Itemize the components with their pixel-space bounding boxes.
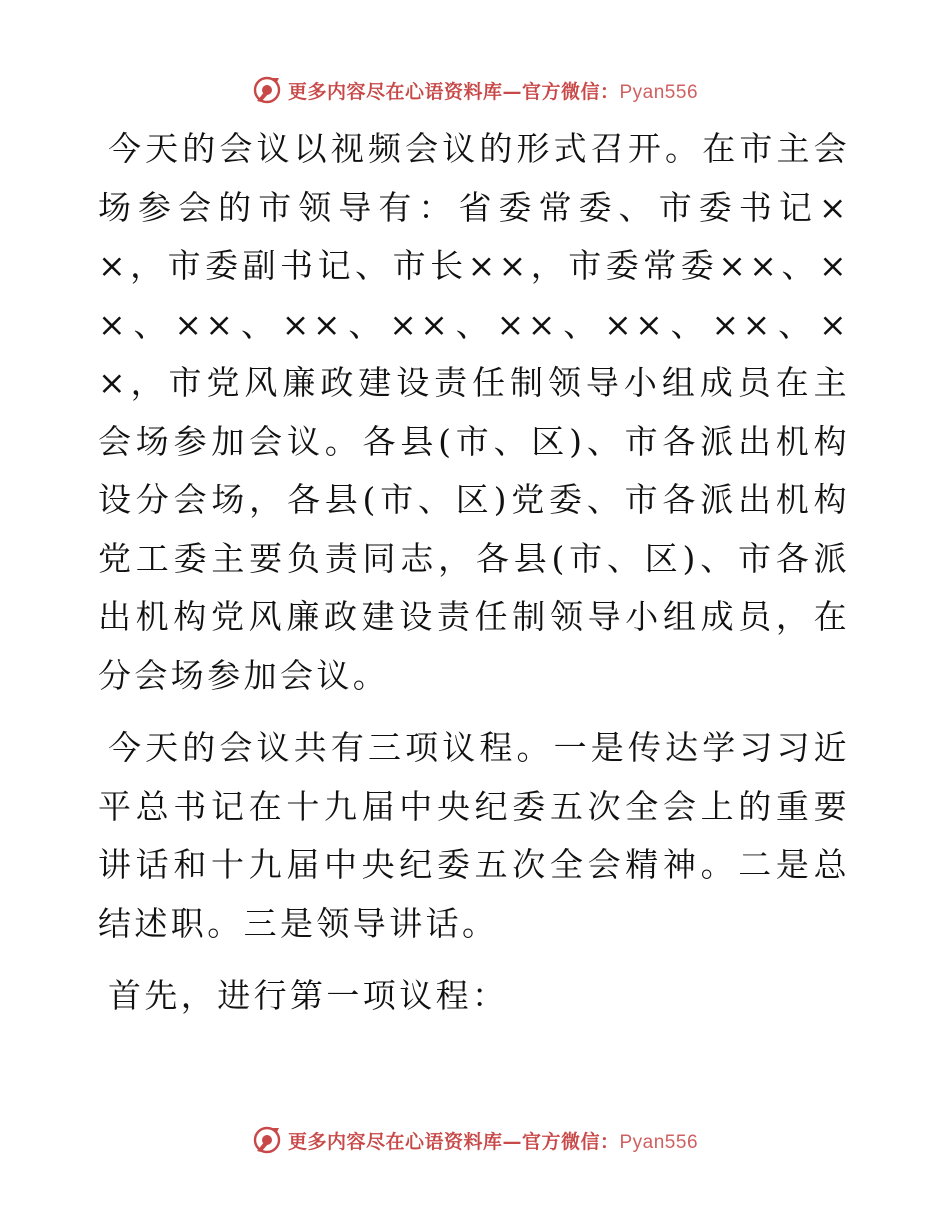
footer-watermark: [0, 1122, 950, 1158]
paragraph-agenda: 今天的会议共有三项议程。一是传达学习习近平总书记在十九届中央纪委五次全会上的重要讲话和十九届中央纪委五次全会精神。二是总结述职。三是领导讲话。: [98, 728, 850, 943]
quill-pen-circle-icon: [252, 75, 282, 105]
quill-pen-circle-icon: [252, 1125, 282, 1155]
paragraph-first-item: 首先，进行第一项议程：: [108, 976, 509, 1015]
document-body: [98, 120, 850, 1040]
header-watermark: [0, 72, 950, 108]
paragraph-attendees: 今天的会议以视频会议的形式召开。在市主会场参会的市领导有：省委常委、市委书记××，市委副书记、市长××，市委常委××、××、××、××、××、××、××、××、××，市党风廉政建设责任制领导小组成员在主会场参加会议。各县(市、区)、市各派出机构设分会场，各县(市、区)党委、市各派出机构党工委主要负责同志，各县(市、区)、市各派出机构党风廉政建设责任制领导小组成员，在分会场参加会议。: [98, 129, 850, 695]
watermark-text: 更多内容尽在心语资料库—官方微信：Pyan556: [287, 1130, 699, 1153]
watermark-text: 更多内容尽在心语资料库—官方微信：Pyan556: [287, 80, 699, 103]
